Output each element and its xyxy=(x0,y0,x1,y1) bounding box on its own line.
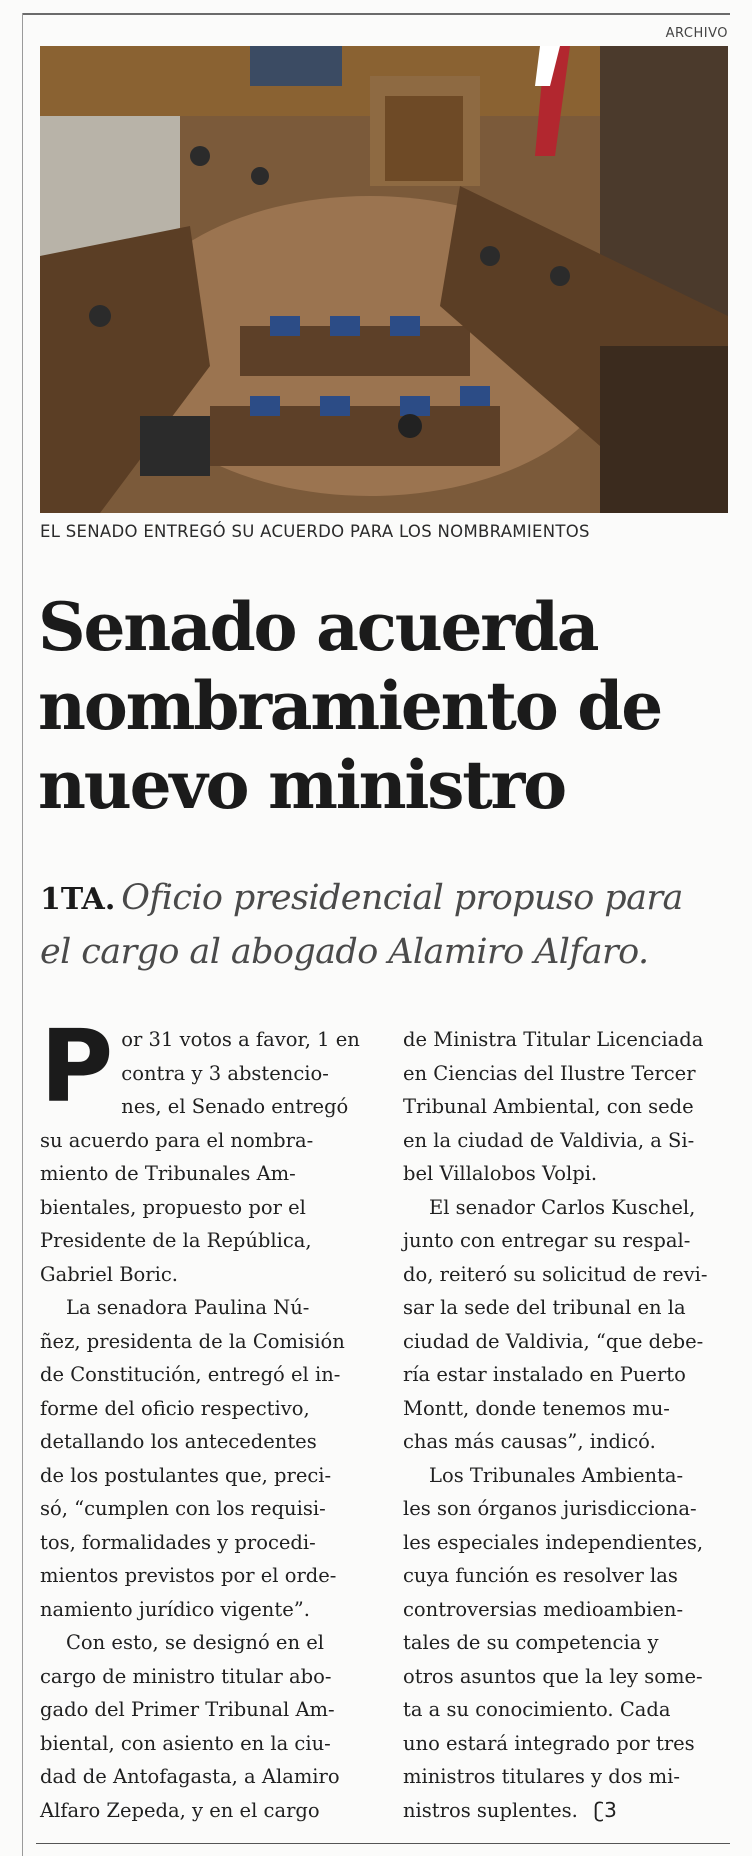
text-line: Montt, donde tenemos mu- xyxy=(403,1396,670,1420)
text-line: Con esto, se designó en el xyxy=(66,1631,325,1654)
senate-chamber-photo xyxy=(40,46,728,513)
headline-line: nuevo ministro xyxy=(38,746,565,824)
text-line: de Constitución, entregó el in- xyxy=(40,1363,341,1386)
text-line: Gabriel Boric. xyxy=(40,1262,178,1286)
text-line: en la ciudad de Valdivia, a Si- xyxy=(403,1128,695,1152)
text-line: cargo de ministro titular abo- xyxy=(40,1664,332,1688)
text-line: or 31 votos a favor, 1 en xyxy=(121,1028,360,1051)
text-line: miento de Tribunales Am- xyxy=(40,1162,296,1185)
drop-cap: P xyxy=(40,1008,114,1125)
text-line: nes, el Senado entregó xyxy=(121,1095,349,1118)
paragraph xyxy=(403,1023,729,1191)
text-line: gado del Primer Tribunal Am- xyxy=(40,1698,335,1721)
paragraph xyxy=(40,1626,360,1827)
text-line: forme del oficio respectivo, xyxy=(40,1396,310,1420)
deck xyxy=(40,872,740,978)
end-mark-icon: ʗ3 xyxy=(593,1797,617,1822)
text-line: namiento jurídico vigente”. xyxy=(40,1597,310,1621)
text-line: controversias medioambien- xyxy=(403,1597,684,1621)
headline-line: nombramiento de xyxy=(38,667,662,745)
text-line: só, “cumplen con los requisi- xyxy=(40,1497,326,1520)
bottom-rule xyxy=(36,1843,730,1844)
paragraph xyxy=(40,1008,360,1291)
deck-tag: 1TA. xyxy=(40,882,116,917)
paragraph xyxy=(40,1291,360,1626)
text-line: nistros suplentes. xyxy=(403,1798,578,1822)
text-line: Los Tribunales Ambienta- xyxy=(429,1463,684,1487)
text-line: su acuerdo para el nombra- xyxy=(40,1128,314,1152)
paragraph xyxy=(403,1191,729,1459)
text-line: detallando los antecedentes xyxy=(40,1430,317,1453)
text-line: El senador Carlos Kuschel, xyxy=(429,1195,696,1219)
text-line: ta a su conocimiento. Cada xyxy=(403,1698,671,1721)
text-line: biental, con asiento en la ciu- xyxy=(40,1731,331,1755)
text-line: en Ciencias del Ilustre Tercer xyxy=(403,1061,696,1085)
text-line: La senadora Paulina Nú- xyxy=(66,1296,310,1319)
text-line: mientos previstos por el orde- xyxy=(40,1564,337,1587)
column-rule xyxy=(22,13,23,1856)
text-line: contra y 3 abstencio- xyxy=(121,1061,329,1085)
text-line: cuya función es resolver las xyxy=(403,1564,678,1587)
text-line: les especiales independientes, xyxy=(403,1530,704,1554)
paragraph xyxy=(403,1459,729,1828)
text-line: de Ministra Titular Licenciada xyxy=(403,1028,704,1051)
top-rule xyxy=(22,13,730,15)
text-line: tos, formalidades y procedi- xyxy=(40,1530,316,1554)
deck-text: el cargo al abogado Alamiro Alfaro. xyxy=(40,932,649,972)
last-line xyxy=(403,1794,729,1828)
text-line: de los postulantes que, preci- xyxy=(40,1463,332,1487)
text-line: dad de Antofagasta, a Alamiro xyxy=(40,1765,340,1788)
text-line: ciudad de Valdivia, “que debe- xyxy=(403,1329,704,1353)
headline xyxy=(38,588,738,825)
text-line: chas más causas”, indicó. xyxy=(403,1430,656,1453)
photo-caption: EL SENADO ENTREGÓ SU ACUERDO PARA LOS NOMBRAMIENTOS xyxy=(40,522,590,541)
text-line: ministros titulares y dos mi- xyxy=(403,1765,680,1788)
text-line: Alfaro Zepeda, y en el cargo xyxy=(40,1798,320,1822)
text-line: ría estar instalado en Puerto xyxy=(403,1363,686,1386)
text-line: junto con entregar su respal- xyxy=(403,1229,691,1252)
text-line: les son órganos jurisdicciona- xyxy=(403,1497,697,1520)
headline-line: Senado acuerda xyxy=(38,588,598,666)
text-line: bientales, propuesto por el xyxy=(40,1195,306,1219)
text-line: ñez, presidenta de la Comisión xyxy=(40,1329,345,1353)
article-column-right xyxy=(403,1023,729,1827)
text-line: Tribunal Ambiental, con sede xyxy=(403,1095,694,1118)
text-line: bel Villalobos Volpi. xyxy=(403,1162,598,1185)
article-column-left xyxy=(40,1008,360,1827)
deck-text: Oficio presidencial propuso para xyxy=(121,878,683,918)
text-line: tales de su competencia y xyxy=(403,1631,659,1654)
text-line: do, reiteró su solicitud de revi- xyxy=(403,1262,708,1286)
text-line: uno estará integrado por tres xyxy=(403,1731,695,1755)
text-line: otros asuntos que la ley some- xyxy=(403,1664,703,1688)
text-line: Presidente de la República, xyxy=(40,1229,312,1252)
photo-credit: ARCHIVO xyxy=(665,26,728,41)
text-line: sar la sede del tribunal en la xyxy=(403,1296,686,1319)
